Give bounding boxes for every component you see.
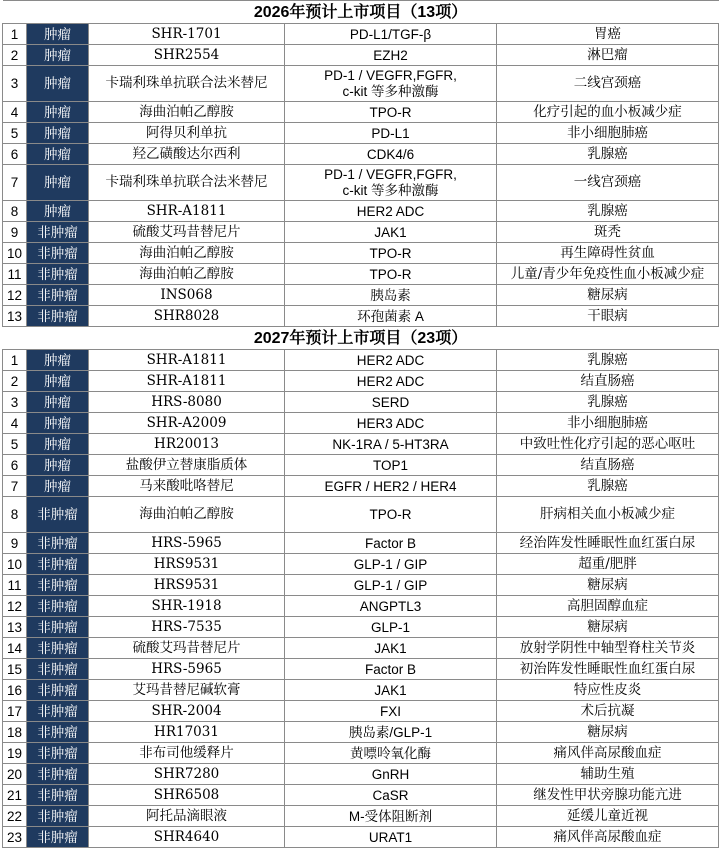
project-name: HR20013 [89, 434, 285, 455]
table-row [3, 701, 719, 722]
indication-cell: 糖尿病 [497, 285, 719, 306]
indication-cell: 儿童/青少年免疫性血小板减少症 [497, 264, 719, 285]
table-row [3, 575, 719, 596]
section-header-row [3, 327, 719, 350]
indication-cell: 高胆固醇血症 [497, 596, 719, 617]
category-badge: 非肿瘤 [27, 680, 89, 701]
project-name: SHR-2004 [89, 701, 285, 722]
indication-cell: 再生障碍性贫血 [497, 243, 719, 264]
indication-cell: 胃癌 [497, 24, 719, 45]
indication-cell: 特应性皮炎 [497, 680, 719, 701]
category-badge: 非肿瘤 [27, 222, 89, 243]
target-cell: CDK4/6 [285, 144, 497, 165]
row-number: 4 [3, 413, 27, 434]
target-cell: 环孢菌素 A [285, 306, 497, 327]
category-badge: 肿瘤 [27, 201, 89, 222]
table-row [3, 659, 719, 680]
target-cell: GLP-1 / GIP [285, 575, 497, 596]
target-cell: SERD [285, 392, 497, 413]
table-row [3, 201, 719, 222]
row-number: 4 [3, 102, 27, 123]
row-number: 2 [3, 45, 27, 66]
target-cell: GLP-1 [285, 617, 497, 638]
indication-cell: 初治阵发性睡眠性血红蛋白尿 [497, 659, 719, 680]
indication-cell: 淋巴瘤 [497, 45, 719, 66]
category-badge: 非肿瘤 [27, 596, 89, 617]
target-cell: PD-L1/TGF-β [285, 24, 497, 45]
table-row [3, 434, 719, 455]
category-badge: 非肿瘤 [27, 659, 89, 680]
category-badge: 肿瘤 [27, 434, 89, 455]
category-badge: 肿瘤 [27, 350, 89, 371]
project-name: SHR-A2009 [89, 413, 285, 434]
indication-cell: 糖尿病 [497, 575, 719, 596]
category-badge: 非肿瘤 [27, 638, 89, 659]
indication-cell: 乳腺癌 [497, 144, 719, 165]
indication-cell: 化疗引起的血小板减少症 [497, 102, 719, 123]
indication-cell: 超重/肥胖 [497, 554, 719, 575]
row-number: 16 [3, 680, 27, 701]
row-number: 5 [3, 123, 27, 144]
indication-cell: 继发性甲状旁腺功能亢进 [497, 785, 719, 806]
table-row [3, 638, 719, 659]
row-number: 3 [3, 392, 27, 413]
category-badge: 非肿瘤 [27, 533, 89, 554]
project-name: 羟乙磺酸达尔西利 [89, 144, 285, 165]
indication-cell: 经治阵发性睡眠性血红蛋白尿 [497, 533, 719, 554]
indication-cell: 二线宫颈癌 [497, 66, 719, 102]
indication-cell: 术后抗凝 [497, 701, 719, 722]
target-line-2: c-kit 等多种激酶 [342, 83, 439, 99]
indication-cell: 痛风伴高尿酸血症 [497, 827, 719, 848]
category-badge: 非肿瘤 [27, 497, 89, 533]
table-row [3, 102, 719, 123]
project-name: SHR4640 [89, 827, 285, 848]
row-number: 6 [3, 455, 27, 476]
table-row [3, 476, 719, 497]
pipeline-table-body [3, 1, 719, 848]
target-line-1: PD-1 / VEGFR,FGFR, [324, 166, 457, 182]
target-cell: 胰岛素 [285, 285, 497, 306]
indication-cell: 干眼病 [497, 306, 719, 327]
category-badge: 肿瘤 [27, 123, 89, 144]
table-row [3, 24, 719, 45]
table-row [3, 371, 719, 392]
category-badge: 非肿瘤 [27, 264, 89, 285]
table-row [3, 264, 719, 285]
row-number: 7 [3, 476, 27, 497]
category-badge: 肿瘤 [27, 165, 89, 201]
table-row [3, 722, 719, 743]
target-line-1: PD-1 / VEGFR,FGFR, [324, 67, 457, 83]
category-badge: 非肿瘤 [27, 575, 89, 596]
table-row [3, 806, 719, 827]
category-badge: 肿瘤 [27, 455, 89, 476]
project-name: HRS-5965 [89, 659, 285, 680]
row-number: 8 [3, 201, 27, 222]
project-name: INS068 [89, 285, 285, 306]
project-name: 硫酸艾玛昔替尼片 [89, 222, 285, 243]
category-badge: 非肿瘤 [27, 285, 89, 306]
row-number: 21 [3, 785, 27, 806]
target-cell [285, 165, 497, 201]
target-cell: 黄嘌呤氧化酶 [285, 743, 497, 764]
indication-cell: 乳腺癌 [497, 350, 719, 371]
project-name: 硫酸艾玛昔替尼片 [89, 638, 285, 659]
table-row [3, 222, 719, 243]
row-number: 10 [3, 243, 27, 264]
project-name: 海曲泊帕乙醇胺 [89, 243, 285, 264]
row-number: 1 [3, 350, 27, 371]
indication-cell: 痛风伴高尿酸血症 [497, 743, 719, 764]
project-name: SHR7280 [89, 764, 285, 785]
category-badge: 非肿瘤 [27, 764, 89, 785]
target-cell: GnRH [285, 764, 497, 785]
row-number: 22 [3, 806, 27, 827]
indication-cell: 中致吐性化疗引起的恶心呕吐 [497, 434, 719, 455]
project-name: 阿得贝利单抗 [89, 123, 285, 144]
table-row [3, 123, 719, 144]
section-title: 2026年预计上市项目（13项） [3, 1, 719, 24]
project-name: 卡瑞利珠单抗联合法米替尼 [89, 165, 285, 201]
target-cell: PD-L1 [285, 123, 497, 144]
row-number: 12 [3, 285, 27, 306]
indication-cell: 糖尿病 [497, 617, 719, 638]
table-row [3, 764, 719, 785]
category-badge: 肿瘤 [27, 413, 89, 434]
indication-cell: 非小细胞肺癌 [497, 413, 719, 434]
table-row [3, 243, 719, 264]
target-line-2: c-kit 等多种激酶 [342, 182, 439, 198]
row-number: 1 [3, 24, 27, 45]
table-row [3, 455, 719, 476]
project-name: HRS9531 [89, 554, 285, 575]
row-number: 11 [3, 575, 27, 596]
indication-cell: 糖尿病 [497, 722, 719, 743]
table-row [3, 785, 719, 806]
project-name: 海曲泊帕乙醇胺 [89, 497, 285, 533]
row-number: 9 [3, 222, 27, 243]
category-badge: 肿瘤 [27, 144, 89, 165]
project-name: 非布司他缓释片 [89, 743, 285, 764]
table-row [3, 617, 719, 638]
target-cell: EZH2 [285, 45, 497, 66]
row-number: 15 [3, 659, 27, 680]
indication-cell: 一线宫颈癌 [497, 165, 719, 201]
target-cell: Factor B [285, 533, 497, 554]
table-row [3, 45, 719, 66]
row-number: 3 [3, 66, 27, 102]
indication-cell: 乳腺癌 [497, 476, 719, 497]
table-row [3, 165, 719, 201]
category-badge: 非肿瘤 [27, 722, 89, 743]
project-name: SHR-A1811 [89, 371, 285, 392]
row-number: 20 [3, 764, 27, 785]
table-row [3, 144, 719, 165]
target-cell: GLP-1 / GIP [285, 554, 497, 575]
category-badge: 肿瘤 [27, 392, 89, 413]
indication-cell: 乳腺癌 [497, 201, 719, 222]
project-name: SHR2554 [89, 45, 285, 66]
section-title: 2027年预计上市项目（23项） [3, 327, 719, 350]
row-number: 8 [3, 497, 27, 533]
target-cell: 胰岛素/GLP-1 [285, 722, 497, 743]
target-cell: HER2 ADC [285, 201, 497, 222]
indication-cell: 辅助生殖 [497, 764, 719, 785]
target-cell: JAK1 [285, 222, 497, 243]
target-cell: ANGPTL3 [285, 596, 497, 617]
indication-cell: 延缓儿童近视 [497, 806, 719, 827]
project-name: 盐酸伊立替康脂质体 [89, 455, 285, 476]
indication-cell: 斑秃 [497, 222, 719, 243]
project-name: 马来酸吡咯替尼 [89, 476, 285, 497]
target-cell: TPO-R [285, 264, 497, 285]
project-name: HRS-5965 [89, 533, 285, 554]
indication-cell: 非小细胞肺癌 [497, 123, 719, 144]
project-name: 阿托品滴眼液 [89, 806, 285, 827]
project-name: 艾玛昔替尼碱软膏 [89, 680, 285, 701]
category-badge: 非肿瘤 [27, 701, 89, 722]
row-number: 9 [3, 533, 27, 554]
project-name: HRS9531 [89, 575, 285, 596]
target-cell: HER3 ADC [285, 413, 497, 434]
row-number: 18 [3, 722, 27, 743]
category-badge: 肿瘤 [27, 45, 89, 66]
category-badge: 非肿瘤 [27, 743, 89, 764]
table-row [3, 392, 719, 413]
table-row [3, 743, 719, 764]
category-badge: 非肿瘤 [27, 785, 89, 806]
target-cell: FXI [285, 701, 497, 722]
table-row [3, 66, 719, 102]
category-badge: 非肿瘤 [27, 554, 89, 575]
pipeline-table [2, 0, 719, 848]
table-row [3, 413, 719, 434]
row-number: 2 [3, 371, 27, 392]
target-cell: TPO-R [285, 497, 497, 533]
target-cell: Factor B [285, 659, 497, 680]
target-cell: NK-1RA / 5-HT3RA [285, 434, 497, 455]
project-name: SHR-1701 [89, 24, 285, 45]
indication-cell: 放射学阴性中轴型脊柱关节炎 [497, 638, 719, 659]
row-number: 23 [3, 827, 27, 848]
target-cell: JAK1 [285, 680, 497, 701]
indication-cell: 结直肠癌 [497, 455, 719, 476]
project-name: HR17031 [89, 722, 285, 743]
indication-cell: 乳腺癌 [497, 392, 719, 413]
target-cell: TPO-R [285, 243, 497, 264]
row-number: 17 [3, 701, 27, 722]
table-row [3, 350, 719, 371]
table-row [3, 497, 719, 533]
project-name: SHR-A1811 [89, 201, 285, 222]
project-name: HRS-8080 [89, 392, 285, 413]
project-name: 海曲泊帕乙醇胺 [89, 264, 285, 285]
table-row [3, 533, 719, 554]
category-badge: 肿瘤 [27, 371, 89, 392]
target-cell [285, 66, 497, 102]
section-header-row [3, 1, 719, 24]
indication-cell: 肝病相关血小板减少症 [497, 497, 719, 533]
row-number: 13 [3, 617, 27, 638]
target-cell: HER2 ADC [285, 350, 497, 371]
project-name: SHR8028 [89, 306, 285, 327]
category-badge: 非肿瘤 [27, 617, 89, 638]
category-badge: 肿瘤 [27, 102, 89, 123]
target-cell: TPO-R [285, 102, 497, 123]
row-number: 7 [3, 165, 27, 201]
category-badge: 非肿瘤 [27, 243, 89, 264]
table-row [3, 680, 719, 701]
project-name: SHR-A1811 [89, 350, 285, 371]
target-cell: TOP1 [285, 455, 497, 476]
row-number: 19 [3, 743, 27, 764]
table-row [3, 285, 719, 306]
row-number: 13 [3, 306, 27, 327]
project-name: 海曲泊帕乙醇胺 [89, 102, 285, 123]
project-name: HRS-7535 [89, 617, 285, 638]
target-cell: M-受体阻断剂 [285, 806, 497, 827]
category-badge: 非肿瘤 [27, 806, 89, 827]
row-number: 10 [3, 554, 27, 575]
table-row [3, 827, 719, 848]
category-badge: 非肿瘤 [27, 827, 89, 848]
category-badge: 肿瘤 [27, 66, 89, 102]
table-row [3, 596, 719, 617]
row-number: 12 [3, 596, 27, 617]
table-row [3, 306, 719, 327]
project-name: 卡瑞利珠单抗联合法米替尼 [89, 66, 285, 102]
target-cell: JAK1 [285, 638, 497, 659]
row-number: 11 [3, 264, 27, 285]
target-cell: EGFR / HER2 / HER4 [285, 476, 497, 497]
target-cell: URAT1 [285, 827, 497, 848]
project-name: SHR-1918 [89, 596, 285, 617]
category-badge: 肿瘤 [27, 24, 89, 45]
row-number: 6 [3, 144, 27, 165]
category-badge: 非肿瘤 [27, 306, 89, 327]
project-name: SHR6508 [89, 785, 285, 806]
target-cell: CaSR [285, 785, 497, 806]
category-badge: 肿瘤 [27, 476, 89, 497]
table-row [3, 554, 719, 575]
row-number: 5 [3, 434, 27, 455]
row-number: 14 [3, 638, 27, 659]
indication-cell: 结直肠癌 [497, 371, 719, 392]
target-cell: HER2 ADC [285, 371, 497, 392]
